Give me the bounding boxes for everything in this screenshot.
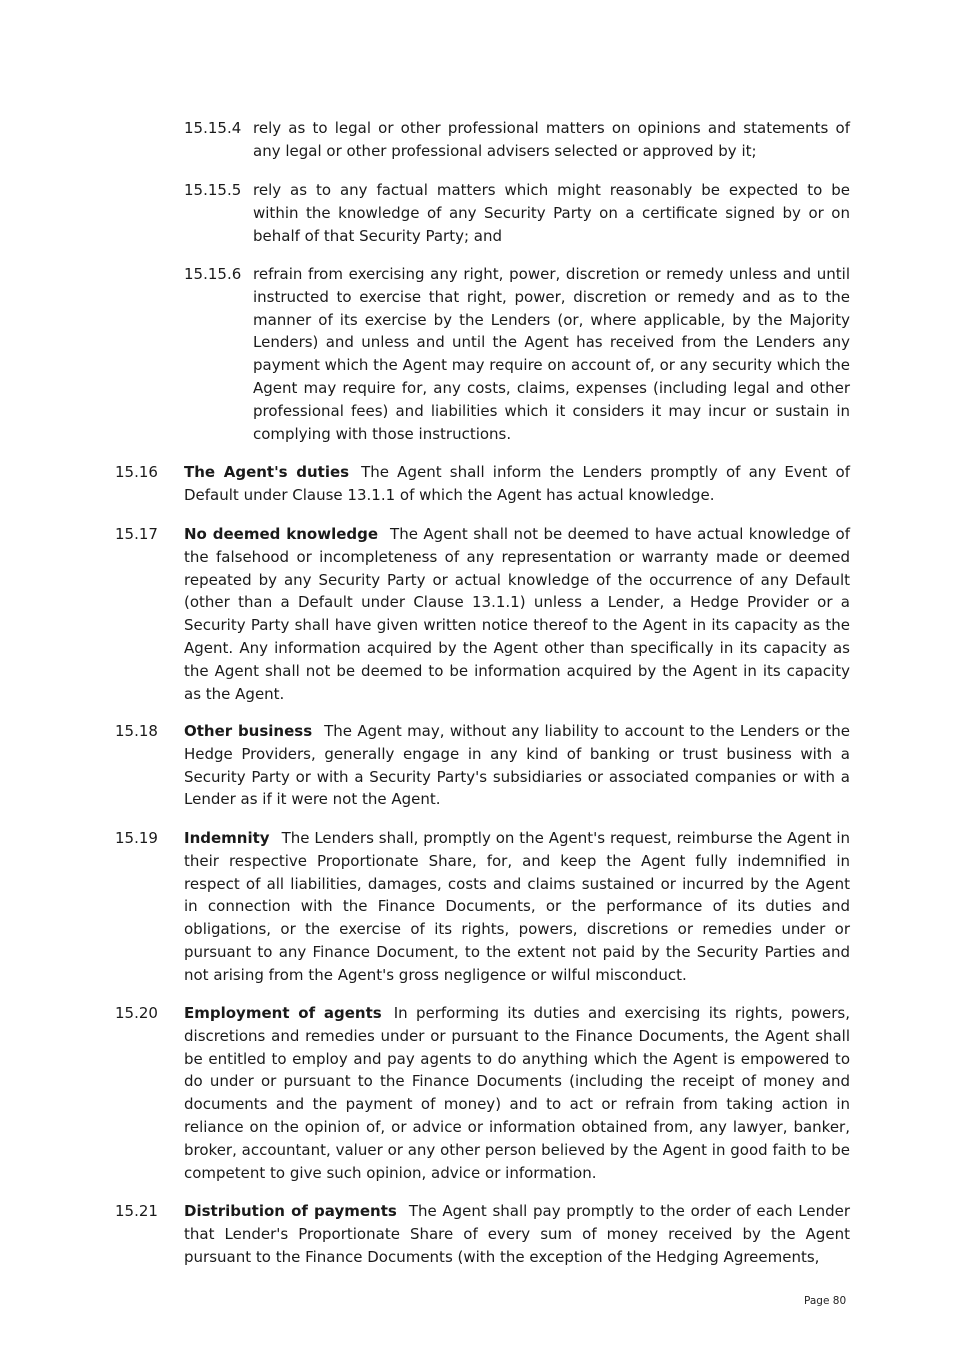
clause-15-16 (115, 461, 850, 507)
sub-clause-15-15-4 (184, 117, 850, 163)
clause-heading: Employment of agents (184, 1004, 382, 1022)
clause-heading: No deemed knowledge (184, 525, 379, 543)
clause-heading: The Agent's duties (184, 463, 350, 481)
clause-text: The Agent shall pay promptly to the order of each Lender that Lender's Proportionate Share of every sum of money received by the Agent pursuant to the Finance Documents (with the exception of the Hedging Agreements, (184, 1202, 850, 1266)
clause-heading: Other business (184, 722, 313, 740)
clause-number: 15.20 (115, 1004, 158, 1022)
clause-15-21 (115, 1200, 850, 1268)
clause-text: rely as to any factual matters which might reasonably be expected to be within the knowledge of any Security Party on a certificate signed by or on behalf of that Security Party; and (253, 181, 850, 245)
clause-heading: Distribution of payments (184, 1202, 397, 1220)
clause-number: 15.15.5 (184, 181, 242, 199)
clause-15-20 (115, 1002, 850, 1184)
clause-15-17 (115, 523, 850, 705)
sub-clause-15-15-5 (184, 179, 850, 247)
clause-number: 15.15.4 (184, 119, 242, 137)
clause-text: In performing its duties and exercising its rights, powers, discretions and remedies under or pursuant to the Finance Documents, the Agent shall be entitled to employ and pay agents to do anything which the Agent is empowered to do under or pursuant to the Finance Documents (including the receipt of money and documents and the payment of money) and to act or refrain from taking action in reliance on the opinion of, or advice or information obtained from, any lawyer, banker, broker, accountant, valuer or any other person believed by the Agent in good faith to be competent to give such opinion, advice or information. (184, 1004, 850, 1182)
clause-heading: Indemnity (184, 829, 270, 847)
clause-15-18 (115, 720, 850, 811)
clause-text: The Agent may, without any liability to account to the Lenders or the Hedge Providers, generally engage in any kind of banking or trust business with a Security Party or with a Security Party's subsidiaries or associated companies or with a Lender as if it were not the Agent. (184, 722, 850, 809)
clause-text: rely as to legal or other professional matters on opinions and statements of any legal or other professional advisers selected or approved by it; (253, 119, 850, 160)
clause-text: The Agent shall inform the Lenders promptly of any Event of Default under Clause 13.1.1 of which the Agent has actual knowledge. (184, 463, 850, 504)
clause-number: 15.15.6 (184, 265, 242, 283)
clause-number: 15.21 (115, 1202, 158, 1220)
clause-number: 15.17 (115, 525, 158, 543)
clause-number: 15.16 (115, 463, 158, 481)
clause-15-19 (115, 827, 850, 987)
page-number: Page 80 (804, 1295, 847, 1307)
clause-number: 15.19 (115, 829, 158, 847)
clause-number: 15.18 (115, 722, 158, 740)
clause-text: refrain from exercising any right, power, discretion or remedy unless and until instructed to exercise that right, power, discretion or remedy and as to the manner of its exercise by the Lenders (or, where applicable, by the Majority Lenders) and unless and until the Agent has received from the Lenders any payment which the Agent may require on account of, or any security which the Agent may require for, any costs, claims, expenses (including legal and other professional fees) and liabilities which it considers it may incur or sustain in complying with those instructions. (253, 265, 850, 443)
clause-text: The Lenders shall, promptly on the Agent's request, reimburse the Agent in their respective Proportionate Share, for, and keep the Agent fully indemnified in respect of all liabilities, damages, costs and claims sustained or incurred by the Agent in connection with the Finance Documents, or the performance of its duties and obligations, or the exercise of its rights, powers, discretions or remedies under or pursuant to any Finance Document, to the extent not paid by the Security Parties and not arising from the Agent's gross negligence or wilful misconduct. (184, 829, 850, 984)
sub-clause-15-15-6 (184, 263, 850, 445)
clause-text: The Agent shall not be deemed to have actual knowledge of the falsehood or incompleteness of any representation or warranty made or deemed repeated by any Security Party or actual knowledge of the occurrence of any Default (other than a Default under Clause 13.1.1) unless a Lender, a Hedge Provider or a Security Party shall have given written notice thereof to the Agent in its capacity as the Agent. Any information acquired by the Agent other than specifically in its capacity as the Agent shall not be deemed to be information acquired by the Agent in its capacity as the Agent. (184, 525, 850, 703)
